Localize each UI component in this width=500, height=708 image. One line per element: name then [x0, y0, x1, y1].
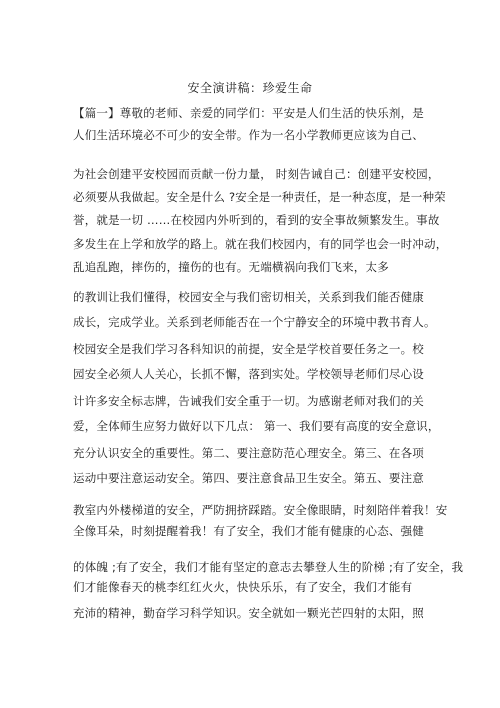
paragraph-line: 成长，完成学业。关系到老师能否在一个宁静安全的环境中教书育人。: [73, 315, 436, 329]
paragraph-line: 的体魄 ;有了安全，我们才能有坚定的意志去攀登人生的阶梯 ;有了安全，我: [73, 560, 464, 574]
paragraph-line: 人们生活环境必不可少的安全带。作为一名小学教师更应该为自己、: [73, 128, 424, 142]
paragraph-line: 多发生在上学和放学的路上。就在我们校园内，有的同学也会一时冲动，: [73, 237, 448, 251]
paragraph-line: 们才能像春天的桃李红红火火，快快乐乐，有了安全，我们才能有: [73, 580, 413, 594]
paragraph-line: 必须要从我做起。安全是什么 ?安全是一种责任，是一种态度，是一种荣: [73, 190, 446, 204]
paragraph-line: 为社会创建平安校园而贡献一份力量， 时刻告诫自己：创建平安校园，: [73, 167, 440, 181]
paragraph-line: 充分认识安全的重要性。第二、要注意防范心理安全。第三、在各项: [73, 446, 424, 460]
paragraph-line: 运动中要注意运动安全。第四、要注意食品卫生安全。第五、要注意: [73, 471, 424, 485]
paragraph-line: 计许多安全标志牌，告诫我们安全重于一切。为感谢老师对我们的关: [73, 394, 424, 408]
document-title: 安全演讲稿：珍爱生命: [187, 81, 313, 95]
paragraph-line: 【篇一】尊敬的老师、亲爱的同学们：平安是人们生活的快乐剂，是: [73, 106, 424, 120]
paragraph-line: 教室内外楼梯道的安全，严防拥挤踩踏。安全像眼睛，时刻陪伴着我！安: [73, 503, 448, 517]
paragraph-line: 校园安全是我们学习各科知识的前提，安全是学校首要任务之一。校: [73, 342, 424, 356]
paragraph-line: 园安全必须人人关心，长抓不懈，落到实处。学校领导老师们尽心设: [73, 367, 424, 381]
paragraph-line: 誉，就是一切 ……在校园内外听到的，看到的安全事故频繁发生。事故: [73, 213, 440, 227]
paragraph-line: 充沛的精神，勤奋学习科学知识。安全就如一颗光芒四射的太阳，照: [73, 606, 424, 620]
paragraph-line: 全像耳朵，时刻提醒着我！有了安全，我们才能有健康的心态、强健: [73, 524, 424, 538]
paragraph-line: 的教训让我们懂得，校园安全与我们密切相关，关系到我们能否健康: [73, 290, 424, 304]
paragraph-line: 乱追乱跑，摔伤的，撞伤的也有。无端横祸向我们飞来，太多: [73, 260, 389, 274]
paragraph-line: 爱，全体师生应努力做好以下几点： 第一、我们要有高度的安全意识，: [73, 419, 440, 433]
